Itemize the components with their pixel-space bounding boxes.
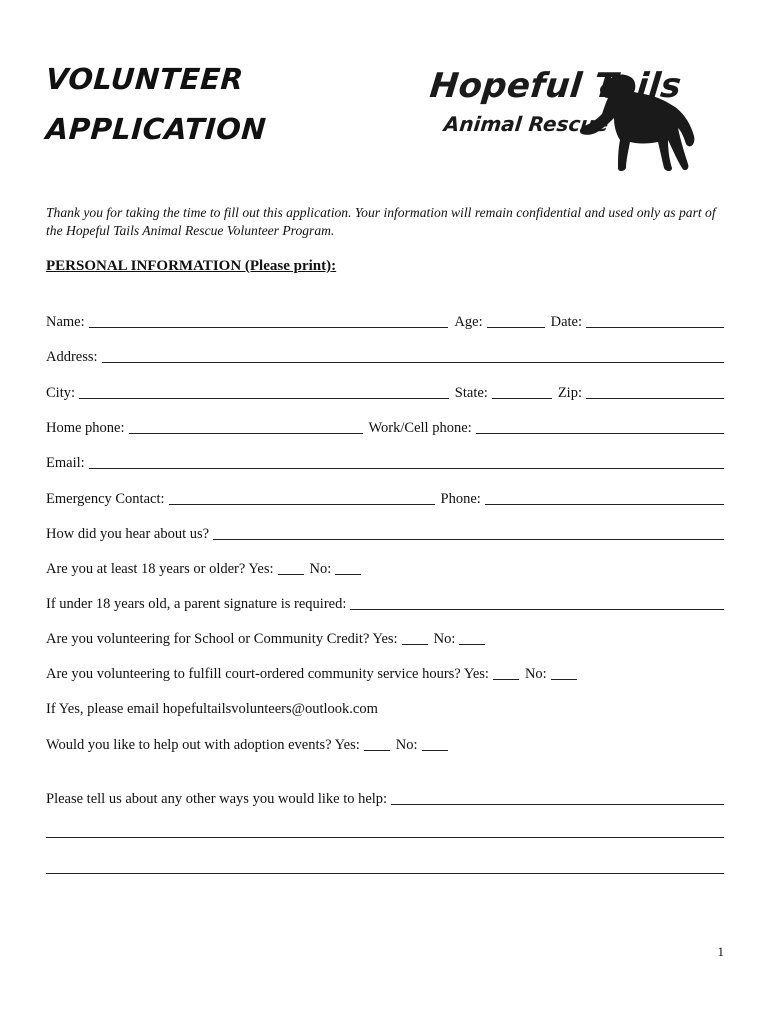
page-number: 1 [717,944,724,959]
name-field[interactable] [89,327,449,328]
zip-label: Zip: [557,385,582,401]
age18-yes-field[interactable] [278,574,304,575]
intro-text: Thank you for taking the time to fill out this application. Your information will remain confidential and used only as part of the Hopeful Tails Animal Rescue Volunteer Program. [46,205,716,238]
row-address [46,346,724,366]
how-heard-label: How did you hear about us? [46,526,210,542]
row-how-heard [46,523,724,543]
school-credit-no-label: No: [433,631,456,647]
address-field[interactable] [102,362,724,363]
age18-no-field[interactable] [335,574,361,575]
court-email-note: If Yes, please email hopefultailsvolunteers@outlook.com [46,701,378,717]
row-name-age-date [46,311,724,331]
city-field[interactable] [79,398,449,399]
date-field[interactable] [586,327,724,328]
other-ways-label: Please tell us about any other ways you would like to help: [46,791,388,807]
school-credit-no-field[interactable] [459,644,485,645]
adoption-events-no-label: No: [395,737,418,753]
title-line-2: APPLICATION [44,112,268,146]
court-no-field[interactable] [551,679,577,680]
logo-subtitle: Animal Rescue [442,112,610,136]
section-heading: PERSONAL INFORMATION (Please print): [46,258,337,274]
emergency-contact-field[interactable] [169,504,435,505]
parent-signature-label: If under 18 years old, a parent signature is required: [46,596,347,612]
how-heard-field[interactable] [213,539,724,540]
zip-field[interactable] [586,398,724,399]
work-cell-phone-field[interactable] [476,433,724,434]
home-phone-field[interactable] [129,433,363,434]
age18-question: Are you at least 18 years or older? Yes: [46,561,274,577]
age-field[interactable] [487,327,545,328]
row-court [46,663,724,683]
row-phones [46,417,724,437]
court-question: Are you volunteering to fulfill court-ordered community service hours? Yes: [46,666,489,682]
phone-field[interactable] [485,504,724,505]
name-label: Name: [46,314,85,330]
work-cell-phone-label: Work/Cell phone: [368,420,472,436]
school-credit-question: Are you volunteering for School or Community Credit? Yes: [46,631,398,647]
email-field[interactable] [89,468,724,469]
school-credit-yes-field[interactable] [402,644,428,645]
email-label: Email: [46,455,85,471]
row-school-credit [46,628,724,648]
row-other-ways [46,788,724,808]
court-no-label: No: [524,666,547,682]
row-court-email-note [46,698,724,718]
home-phone-label: Home phone: [46,420,125,436]
title-line-1: VOLUNTEER [44,62,245,96]
other-ways-line-2[interactable] [46,837,724,838]
logo [428,64,718,176]
logo-name: Hopeful Tails [427,66,684,106]
emergency-contact-label: Emergency Contact: [46,491,165,507]
other-ways-field[interactable] [391,804,724,805]
row-adoption-events [46,734,724,754]
state-label: State: [454,385,488,401]
court-yes-field[interactable] [493,679,519,680]
adoption-events-no-field[interactable] [422,750,448,751]
phone-label: Phone: [440,491,481,507]
date-label: Date: [550,314,582,330]
city-label: City: [46,385,76,401]
other-ways-line-3[interactable] [46,873,724,874]
row-parent-signature [46,593,724,613]
state-field[interactable] [492,398,552,399]
row-email [46,452,724,472]
row-age18 [46,558,724,578]
address-label: Address: [46,349,98,365]
adoption-events-yes-field[interactable] [364,750,390,751]
parent-signature-field[interactable] [350,609,724,610]
row-city-state-zip [46,382,724,402]
age-label: Age: [454,314,483,330]
age18-no-label: No: [309,561,332,577]
row-emergency [46,488,724,508]
adoption-events-question: Would you like to help out with adoption events? Yes: [46,737,360,753]
